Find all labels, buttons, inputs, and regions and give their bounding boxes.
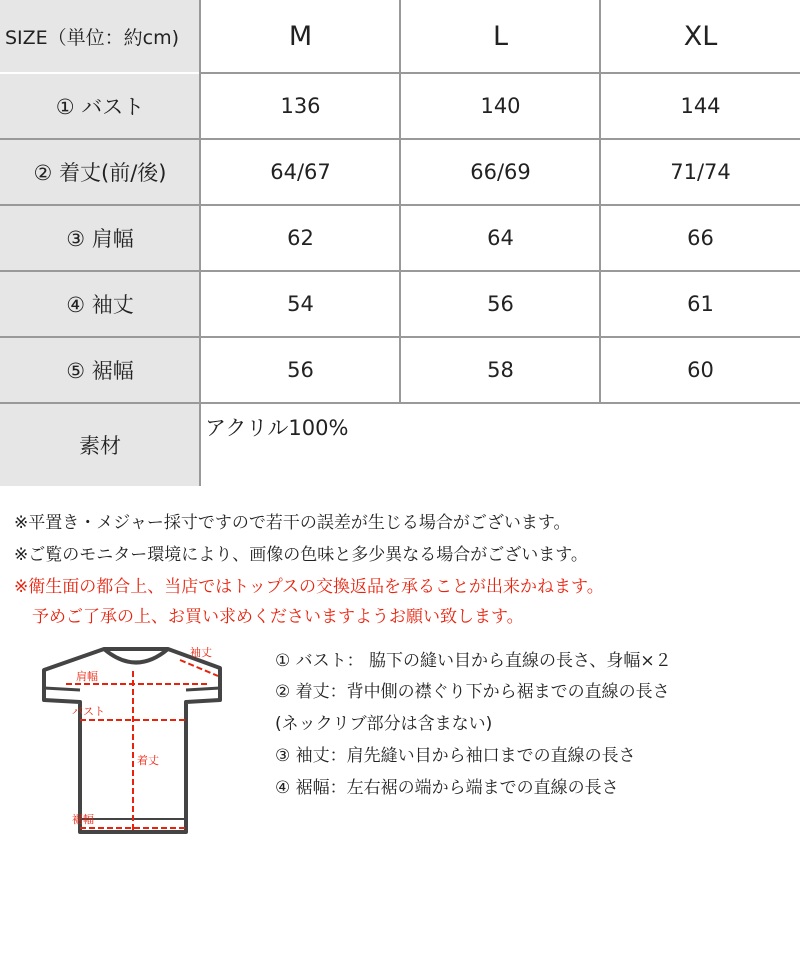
grid-line	[199, 0, 201, 486]
note-line-warning: 予めご了承の上、お買い求めくださいますようお願い致します。	[32, 607, 524, 627]
header-bg-top	[0, 0, 200, 13]
grid-line	[201, 72, 800, 74]
row-value: 56	[287, 358, 314, 382]
legend-item: ① バスト： 脇下の縫い目から直線の長さ、身幅×２	[275, 651, 672, 671]
hem-label: 裾幅	[72, 813, 94, 826]
note-line: ※ご覧のモニター環境により、画像の色味と多少異なる場合がございます。	[14, 545, 588, 565]
sleeve-label: 袖丈	[190, 646, 212, 659]
grid-line	[0, 402, 800, 404]
row-value: 140	[480, 94, 521, 118]
row-value: 56	[487, 292, 514, 316]
row-label: ③ 肩幅	[0, 206, 200, 270]
row-value: 61	[687, 292, 714, 316]
sleeve-hem-right	[186, 688, 220, 690]
legend-item: ④ 裾幅：左右裾の端から端までの直線の長さ	[275, 778, 619, 798]
material-value: アクリル100%	[205, 416, 349, 440]
row-value: 66	[687, 226, 714, 250]
size-m: M	[288, 20, 313, 52]
header-bg-bottom	[0, 59, 200, 72]
note-line-warning: ※衛生面の都合上、当店ではトップスの交換返品を承ることが出来かねます。	[14, 577, 604, 597]
row-label: ⑤ 裾幅	[0, 338, 200, 402]
row-value: 71/74	[670, 160, 731, 184]
tshirt-collar	[104, 649, 168, 663]
row-label: ① バスト	[0, 74, 200, 138]
header-label: SIZE（単位：約cm)	[0, 13, 200, 59]
legend-item: ② 着丈：背中側の襟ぐり下から裾までの直線の長さ	[275, 682, 670, 702]
row-label: ④ 袖丈	[0, 272, 200, 336]
legend-item: ③ 袖丈：肩先縫い目から袖口までの直線の長さ	[275, 746, 636, 766]
note-line: ※平置き・メジャー採寸ですので若干の誤差が生じる場合がございます。	[14, 513, 571, 533]
sleeve-hem-left	[44, 688, 80, 690]
row-value: 62	[287, 226, 314, 250]
shoulder-label: 肩幅	[76, 670, 98, 683]
row-value: 64/67	[270, 160, 331, 184]
size-l: L	[492, 20, 509, 52]
length-label: 着丈	[137, 754, 159, 767]
legend-item: (ネックリブ部分は含まない)	[275, 714, 493, 734]
size-xl: XL	[683, 20, 718, 52]
row-value: 144	[680, 94, 721, 118]
row-value: 64	[487, 226, 514, 250]
grid-line	[399, 0, 401, 402]
material-label: 素材	[0, 404, 200, 486]
tshirt-diagram	[20, 636, 260, 846]
row-value: 66/69	[470, 160, 531, 184]
grid-line	[599, 0, 601, 402]
row-value: 58	[487, 358, 514, 382]
row-label: ② 着丈(前/後)	[0, 140, 200, 204]
bust-label: バスト	[72, 705, 105, 718]
row-value: 136	[280, 94, 321, 118]
row-value: 60	[687, 358, 714, 382]
row-value: 54	[287, 292, 314, 316]
